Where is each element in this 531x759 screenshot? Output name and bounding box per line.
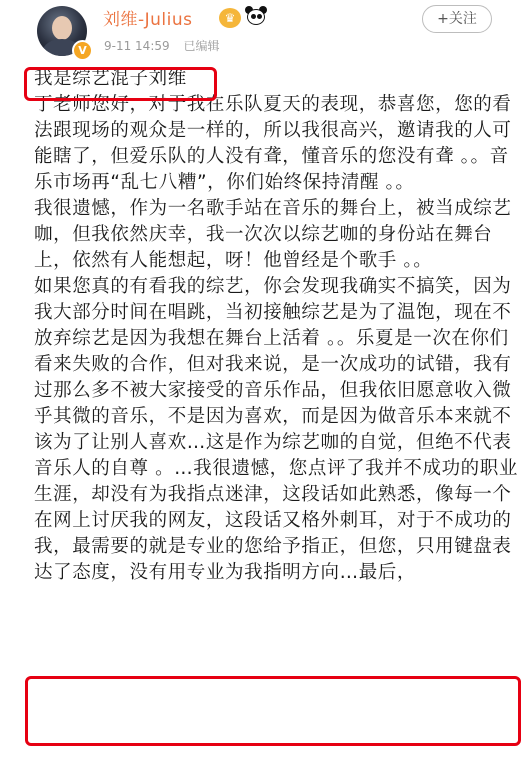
post-body	[34, 66, 524, 586]
post-time: 9-11 14:59	[104, 39, 170, 53]
post-paragraph: 我很遗憾，作为一名歌手站在音乐的舞台上，被当成综艺咖，但我依然庆幸，我一次次以综艺咖的身份站在舞台上，依然有人能想起，呀！他曾经是个歌手 。。	[34, 198, 512, 271]
avatar-face	[52, 16, 72, 40]
crown-badge-icon: ♛	[219, 8, 241, 28]
post-title-line: 我是综艺混子刘维	[34, 68, 187, 89]
post-paragraph: 如果您真的有看我的综艺，你会发现我确实不搞笑，因为我大部分时间在唱跳，当初接触综艺是为了温饱，现在不放弃综艺是因为我想在舞台上活着 。。乐夏是一次在你们看来失败的合作，但对我来说，是一次成功的试错，我有过那么多不被大家接受的音乐作品，但我依旧愿意收入微乎其微的音乐，不是因为喜欢，而是因为做音乐本来就不该为了让别人喜欢…这是作为综艺咖的自觉，但绝不代表音乐人的自尊 。…我很遗憾，您点评了我并不成功的职业生涯，却没有为我指点迷津，这段话如此熟悉，像每一个在网上讨厌我的网友，这段话又格外刺耳，对于不成功的我，最需要的就是专业的您给予指正，但您，只用键盘表达了态度，没有用专业为我指明方向…最后，	[34, 276, 518, 583]
post-meta	[104, 37, 229, 54]
post-paragraph: 丁老师您好，对于我在乐队夏天的表现，恭喜您，您的看法跟现场的观众是一样的，所以我很高兴，邀请我的人可能瞎了，但爱乐队的人没有聋，懂音乐的您没有聋 。。音乐市场再“乱七八糟”，你们始终保持清醒 。。	[34, 94, 512, 193]
verified-badge-icon: V	[72, 40, 93, 61]
username[interactable]: 刘维-Julius	[103, 10, 193, 30]
follow-button[interactable]: +关注	[422, 5, 492, 33]
highlight-box-title	[24, 67, 217, 101]
panda-icon	[245, 6, 267, 28]
edited-label: 已编辑	[183, 39, 220, 53]
post-header	[0, 0, 531, 62]
highlight-box-quote	[25, 676, 521, 746]
